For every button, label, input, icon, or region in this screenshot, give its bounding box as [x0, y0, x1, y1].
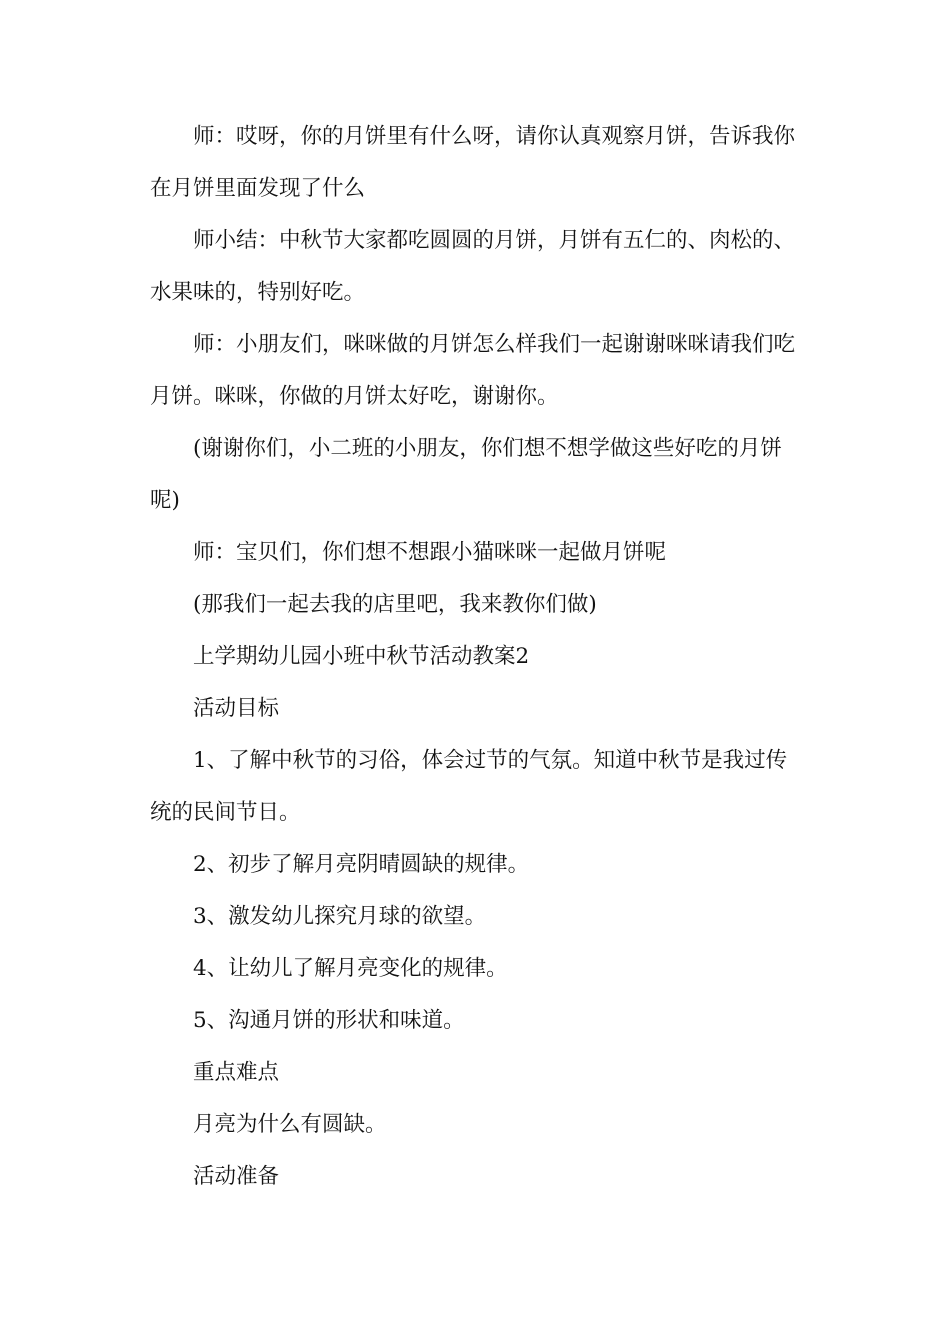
- goal-item-5: 5、沟通月饼的形状和味道。: [193, 1008, 465, 1033]
- heading-activity-goals: 活动目标: [193, 696, 280, 721]
- goal-item-2: 2、初步了解月亮阴晴圆缺的规律。: [193, 852, 530, 877]
- goal-item-1: 1、了解中秋节的习俗，体会过节的气氛。知道中秋节是我过传统的民间节日。: [150, 748, 788, 825]
- document-page: [150, 111, 800, 1203]
- heading-activity-preparation: 活动准备: [193, 1164, 280, 1189]
- heading-key-points: 重点难点: [193, 1060, 280, 1085]
- paragraph-cat-invite: (谢谢你们，小二班的小朋友，你们想不想学做这些好吃的月饼呢): [150, 436, 782, 513]
- goal-item-3: 3、激发幼儿探究月球的欲望。: [193, 904, 487, 929]
- section-title-lesson-plan-2: 上学期幼儿园小班中秋节活动教案2: [193, 644, 530, 669]
- paragraph-teacher-thanks: 师：小朋友们，咪咪做的月饼怎么样我们一起谢谢咪咪请我们吃月饼。咪咪，你做的月饼太好吃，谢谢你。: [150, 332, 796, 409]
- paragraph-cat-shop: (那我们一起去我的店里吧，我来教你们做): [193, 592, 597, 617]
- paragraph-teacher-ask: 师：宝贝们，你们想不想跟小猫咪咪一起做月饼呢: [193, 540, 667, 565]
- key-point-text: 月亮为什么有圆缺。: [193, 1112, 387, 1137]
- goal-item-4: 4、让幼儿了解月亮变化的规律。: [193, 956, 508, 981]
- paragraph-teacher-question: 师：哎呀，你的月饼里有什么呀，请你认真观察月饼，告诉我你在月饼里面发现了什么: [150, 124, 796, 201]
- paragraph-teacher-summary: 师小结：中秋节大家都吃圆圆的月饼，月饼有五仁的、肉松的、水果味的，特别好吃。: [150, 228, 796, 305]
